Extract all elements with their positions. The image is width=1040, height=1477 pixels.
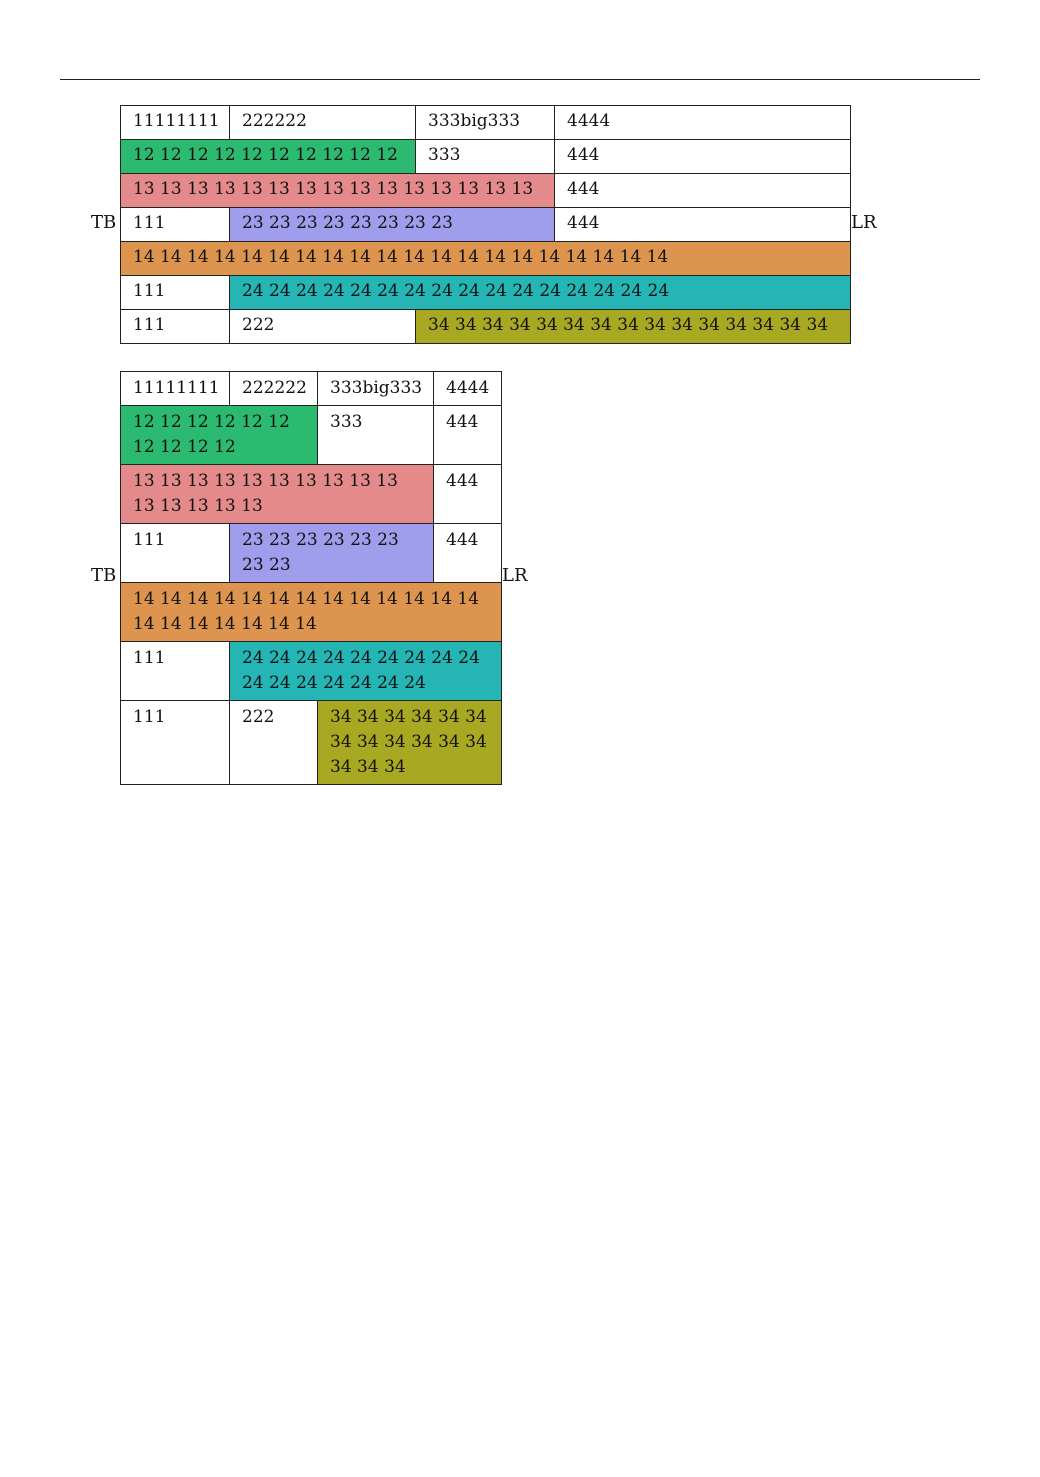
table-cell: 444 (555, 174, 851, 208)
table-cell: 111 (121, 208, 230, 242)
table-row (121, 642, 502, 701)
colored-cell-13: 13 13 13 13 13 13 13 13 13 13 13 13 13 13 13 (121, 174, 555, 208)
table-cell: 111 (121, 310, 230, 344)
colored-cell-23: 23 23 23 23 23 23 23 23 (230, 524, 434, 583)
side-label-left: TB (91, 565, 117, 586)
table-row (121, 140, 851, 174)
colored-cell-13: 13 13 13 13 13 13 13 13 13 13 13 13 13 13 13 (121, 465, 434, 524)
side-label-right: LR (502, 565, 528, 586)
table-cell: 222 (230, 310, 416, 344)
colored-cell-12: 12 12 12 12 12 12 12 12 12 12 (121, 406, 318, 465)
table-cell: 222222 (230, 106, 416, 140)
table-cell: 111 (121, 524, 230, 583)
table-row (121, 208, 851, 242)
table-cell: 111 (121, 701, 230, 785)
table-cell: 333big333 (318, 372, 434, 406)
table-cell: 222 (230, 701, 318, 785)
side-label-right: LR (851, 212, 877, 233)
table-row (121, 276, 851, 310)
table-wide (120, 105, 851, 344)
header-rule (60, 79, 980, 80)
table-narrow (120, 371, 502, 785)
table-row (121, 174, 851, 208)
table-cell: 444 (555, 140, 851, 174)
colored-cell-14: 14 14 14 14 14 14 14 14 14 14 14 14 14 14 14 14 14 14 14 14 (121, 242, 851, 276)
colored-cell-23: 23 23 23 23 23 23 23 23 (230, 208, 555, 242)
table-row (121, 310, 851, 344)
table-cell: 333 (416, 140, 555, 174)
table-cell: 333 (318, 406, 434, 465)
table-row (121, 242, 851, 276)
table-cell: 11111111 (121, 372, 230, 406)
table-cell: 444 (434, 524, 502, 583)
table-cell: 444 (555, 208, 851, 242)
table-cell: 111 (121, 276, 230, 310)
table-row (121, 583, 502, 642)
table-cell: 222222 (230, 372, 318, 406)
colored-cell-24: 24 24 24 24 24 24 24 24 24 24 24 24 24 24 24 24 (230, 642, 502, 701)
table-cell: 444 (434, 406, 502, 465)
table-row (121, 524, 502, 583)
table-row (121, 701, 502, 785)
table-cell: 11111111 (121, 106, 230, 140)
table-row (121, 465, 502, 524)
table-row (121, 406, 502, 465)
table-cell: 4444 (555, 106, 851, 140)
colored-cell-14: 14 14 14 14 14 14 14 14 14 14 14 14 14 14 14 14 14 14 14 14 (121, 583, 502, 642)
table-cell: 4444 (434, 372, 502, 406)
table-row (121, 106, 851, 140)
colored-cell-24: 24 24 24 24 24 24 24 24 24 24 24 24 24 24 24 24 (230, 276, 851, 310)
table-row (121, 372, 502, 406)
side-label-left: TB (91, 212, 117, 233)
colored-cell-34: 34 34 34 34 34 34 34 34 34 34 34 34 34 34 34 (416, 310, 851, 344)
table-cell: 333big333 (416, 106, 555, 140)
table-cell: 444 (434, 465, 502, 524)
table-cell: 111 (121, 642, 230, 701)
colored-cell-12: 12 12 12 12 12 12 12 12 12 12 (121, 140, 416, 174)
colored-cell-34: 34 34 34 34 34 34 34 34 34 34 34 34 34 34 34 (318, 701, 502, 785)
